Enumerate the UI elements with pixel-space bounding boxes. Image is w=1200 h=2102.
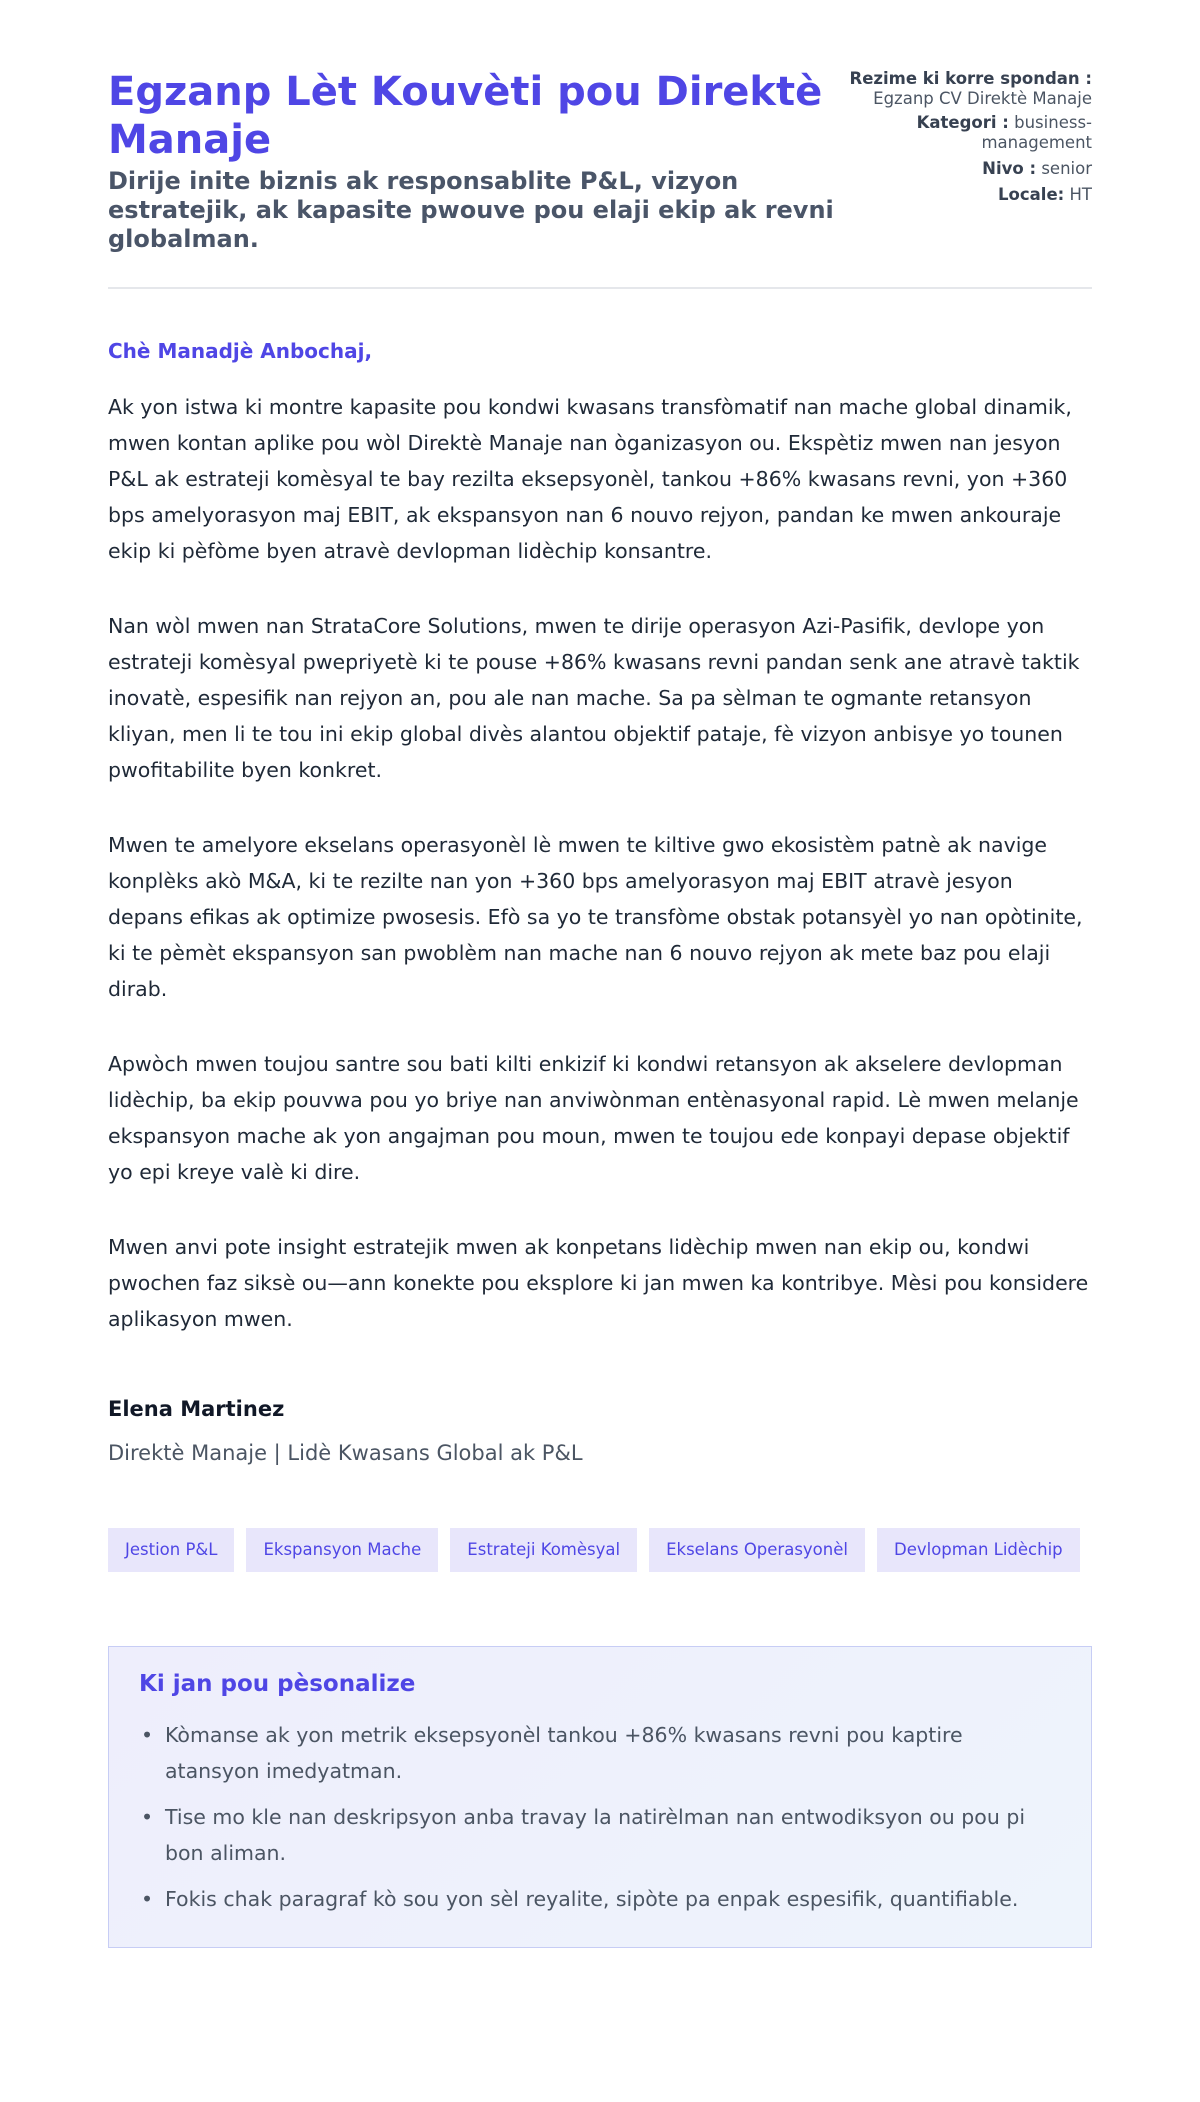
signature-block [108, 1397, 1092, 1465]
meta-locale-value: HT [1069, 185, 1092, 204]
meta-category [836, 113, 1092, 153]
skill-tag: Estrateji Komèsyal [450, 1528, 637, 1572]
meta-summary-value: Egzanp CV Direktè Manaje [873, 89, 1092, 108]
header-divider [108, 287, 1092, 289]
paragraph: Ak yon istwa ki montre kapasite pou kondwi kwasans transfòmatif nan mache global dinamik, mwen kontan aplike pou wòl Direktè Manaje nan òganizasyon ou. Ekspètiz mwen nan jesyon P&L ak estrateji komèsyal te bay rezilta eksepsyonèl, tankou +86% kwasans revni, yon +360 bps amelyorasyon maj EBIT, ak ekspansyon nan 6 nouvo rejyon, pandan ke mwen ankouraje ekip ki pèfòme byen atravè devlopman lidèchip konsantre. [108, 395, 1072, 563]
header [108, 68, 1092, 254]
paragraph: Nan wòl mwen nan StrataCore Solutions, mwen te dirije operasyon Azi-Pasifik, devlope yon estrateji komèsyal pwepriyetè ki te pouse +86% kwasans revni pandan senk ane atravè taktik inovatè, espesifik nan rejyon an, pou ale nan mache. Sa pa sèlman te ogmante retansyon kliyan, men li te tou ini ekip global divès alantou objektif pataje, fè vizyon anbisye yo tounen pwofitabilite byen konkret. [108, 614, 1080, 782]
paragraph: Mwen te amelyore ekselans operasyonèl lè mwen te kiltive gwo ekosistèm patnè ak navige konplèks akò M&A, ki te rezilte nan yon +360 bps amelyorasyon maj EBIT atravè jesyon depans efikas ak optimize pwosesis. Efò sa yo te transfòme obstak potansyèl yo nan opòtinite, ki te pèmèt ekspansyon san pwoblèm nan mache nan 6 nouvo rejyon ak mete baz pou elaji dirab. [108, 833, 1083, 1001]
meta-panel [836, 69, 1092, 211]
meta-level-value: senior [1041, 159, 1092, 178]
meta-level [836, 159, 1092, 179]
page-subtitle: Dirije inite biznis ak responsablite P&L, vizyon estratejik, ak kapasite pwouve pou elaji ekip ak revni globalman. [108, 167, 834, 253]
tips-title: Ki jan pou pèsonalize [139, 1671, 416, 1697]
list-item: • Fokis chak paragraf kò sou yon sèl reyalite, sipòte pa enpak espesifik, quantifiable. [165, 1881, 1061, 1917]
salutation: Chè Manadjè Anbochaj, [108, 339, 373, 363]
signature-name: Elena Martinez [108, 1397, 285, 1421]
paragraph: Apwòch mwen toujou santre sou bati kilti enkizif ki kondwi retansyon ak akselere devlopman lidèchip, ba ekip pouvwa pou yo briye nan anviwònman entènasyonal rapid. Lè mwen melanje ekspansyon mache ak yon angajman pou moun, mwen te toujou ede konpayi depase objektif yo epi kreye valè ki dire. [108, 1052, 1079, 1184]
meta-summary [836, 69, 1092, 109]
skill-tag: Devlopman Lidèchip [877, 1528, 1080, 1572]
list-item: • Tise mo kle nan deskripsyon anba travay la natirèlman nan entwodiksyon ou pou pi bon aliman. [165, 1799, 1061, 1871]
meta-level-label: Nivo : [982, 159, 1037, 178]
skill-tag: Ekspansyon Mache [246, 1528, 438, 1572]
skill-tags [108, 1528, 1092, 1584]
letter-body [108, 389, 1092, 1337]
customization-tips-box [108, 1646, 1092, 1948]
meta-category-value: business-management [981, 113, 1092, 152]
page-title: Egzanp Lèt Kouvèti pou Direktè Manaje [108, 69, 823, 163]
paragraph: Mwen anvi pote insight estratejik mwen ak konpetans lidèchip mwen nan ekip ou, kondwi pwochen faz siksè ou—ann konekte pou eksplore ki jan mwen ka kontribye. Mèsi pou konsidere aplikasyon mwen. [108, 1235, 1089, 1331]
header-titles [108, 68, 836, 254]
skill-tag: Ekselans Operasyonèl [649, 1528, 865, 1572]
signature-title: Direktè Manaje | Lidè Kwasans Global ak P&L [108, 1441, 583, 1465]
meta-summary-label: Rezime ki korre spondan : [849, 69, 1092, 88]
meta-locale [836, 185, 1092, 205]
meta-locale-label: Locale: [998, 185, 1065, 204]
meta-category-label: Kategori : [916, 113, 1009, 132]
skill-tag: Jestion P&L [108, 1528, 234, 1572]
tips-list [139, 1717, 1061, 1917]
list-item: • Kòmanse ak yon metrik eksepsyonèl tankou +86% kwasans revni pou kaptire atansyon imedyatman. [165, 1717, 1061, 1789]
